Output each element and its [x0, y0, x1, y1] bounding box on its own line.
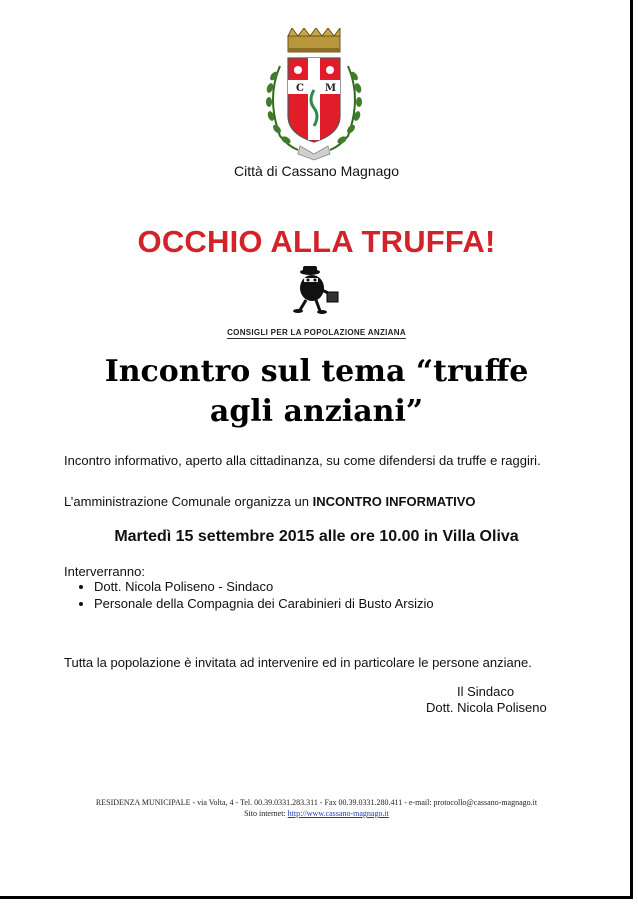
footer [0, 797, 633, 819]
invitation-paragraph: Tutta la popolazione è invitata ad intervenire ed in particolare le persone anziane. [64, 655, 532, 670]
signature-role: Il Sindaco [457, 684, 515, 699]
footer-address: RESIDENZA MUNICIPALE - via Volta, 4 - Tel. 00.39.0331.283.311 - Fax 00.39.0331.280.411 - e-mail: protocollo@cassano-magnago.it [95, 798, 538, 807]
meeting-date: Martedì 15 settembre 2015 alle ore 10.00 in Villa Oliva [114, 528, 519, 545]
campaign-subtitle [0, 322, 633, 340]
list-item: • Personale della Compagnia dei Carabinieri di Busto Arsizio [94, 595, 434, 612]
shield-icon [288, 58, 340, 142]
meeting-title-line2: agli anziani” [209, 394, 424, 429]
crest-letter-c: C [296, 83, 304, 94]
footer-site [0, 808, 633, 819]
thief-cartoon-icon [290, 264, 342, 316]
signature-name: Dott. Nicola Poliseno [426, 700, 547, 715]
crest-letter-m: M [325, 83, 337, 94]
footer-site-label: Sito internet: [244, 809, 288, 818]
campaign-subtitle-text: CONSIGLI PER LA POPOLAZIONE ANZIANA [227, 328, 406, 337]
city-crest-logo [258, 28, 370, 163]
city-name: Città di Cassano Magnago [234, 163, 399, 179]
organizes-prefix: L’amministrazione Comunale organizza un [64, 494, 313, 509]
speakers-label: Interverranno: [64, 564, 145, 579]
intro-paragraph: Incontro informativo, aperto alla cittadinanza, su come difendersi da truffe e raggiri. [64, 453, 541, 468]
list-item: • Dott. Nicola Poliseno - Sindaco [94, 578, 434, 595]
speakers-list [64, 578, 434, 612]
website-link[interactable]: http://www.cassano-magnago.it [287, 809, 389, 818]
ribbon-icon [298, 146, 330, 160]
organizes-paragraph [64, 494, 476, 509]
organizes-bold: INCONTRO INFORMATIVO [312, 494, 476, 509]
meeting-title-line1: Incontro sul tema “truffe [104, 354, 529, 389]
crown-icon [288, 28, 340, 52]
meeting-title [0, 352, 633, 432]
campaign-headline: OCCHIO ALLA TRUFFA! [137, 224, 496, 259]
